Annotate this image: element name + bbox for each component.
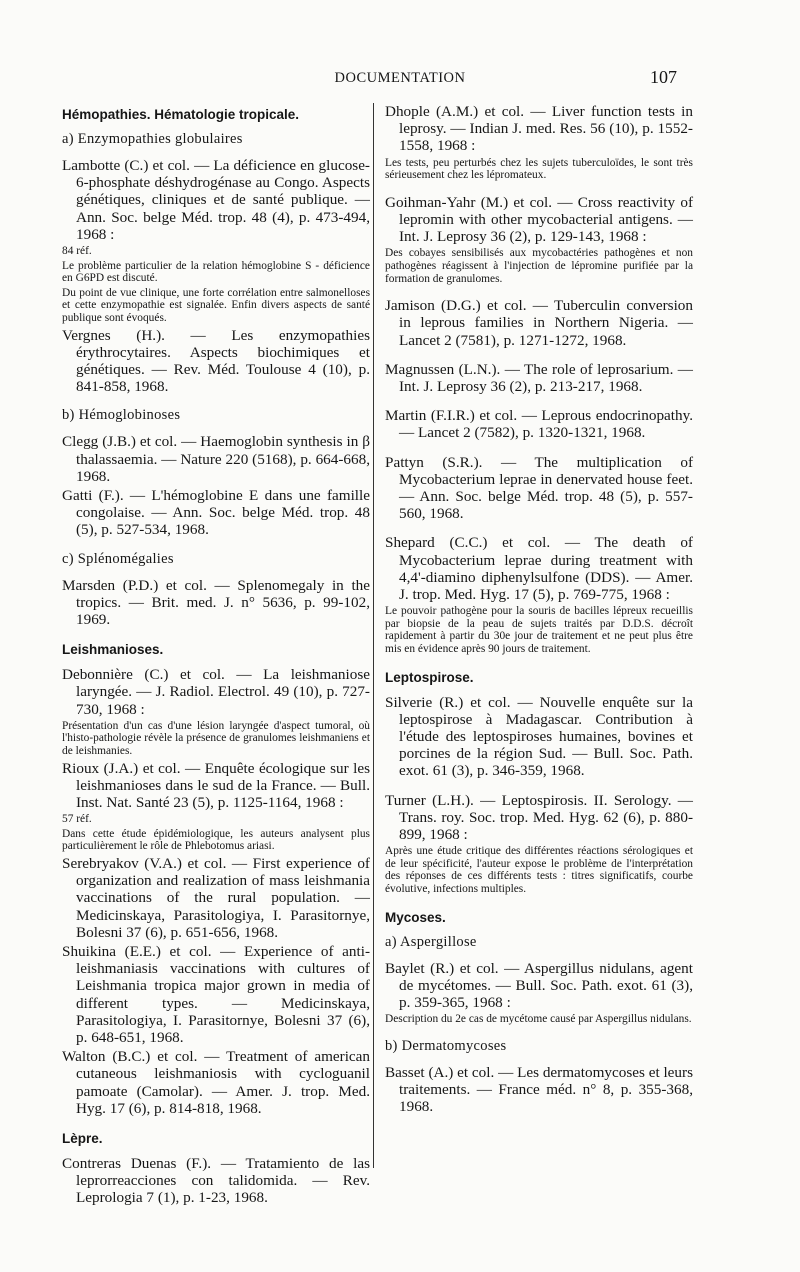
entry-note: Le pouvoir pathogène pour la souris de bacilles lépreux recueillis par biopsie de la peau de sujets traités par D.D.S. décroît rapidement à partir du 30e jour de traitement et ne peut plus être mis en évidence après 90 jours de traitement.: [385, 605, 693, 656]
entry-note: Les tests, peu perturbés chez les sujets tuberculoïdes, le sont très sérieusement chez les lépromateux.: [385, 156, 693, 182]
bibliography-entry: Baylet (R.) et col. — Aspergillus nidulans, agent de mycétomes. — Bull. Soc. Path. exot. 61 (3), p. 359-365, 1968 :: [385, 959, 693, 1012]
bibliography-entry: Serebryakov (V.A.) et col. — First experience of organization and realization of mass leishmania vaccinations of the rural population. — Medicinskaya, Parasitologiya, I. Parasitornye, Bolesni 37 (6), p. 651-656, 1968.: [62, 855, 370, 941]
bibliography-entry: Jamison (D.G.) et col. — Tuberculin conversion in leprous families in Northern Nigeria. — Lancet 2 (7581), p. 1271-1272, 1968.: [385, 297, 693, 349]
running-header: DOCUMENTATION: [334, 70, 466, 86]
bibliography-entry: Lambotte (C.) et col. — La déficience en glucose-6-phosphate déshydrogénase au Congo. Aspects génétiques, cliniques et de santé publique. — Ann. Soc. belge Méd. trop. 48 (4), p. 473-494, 1968 :: [62, 157, 370, 243]
subsection-heading: a) Aspergillose: [385, 933, 477, 950]
column-divider: [373, 103, 374, 1168]
page-number: 107: [650, 67, 677, 87]
subsection-heading: b) Dermatomycoses: [385, 1037, 507, 1054]
subsection-heading: a) Enzymopathies globulaires: [62, 131, 243, 147]
bibliography-entry: Vergnes (H.). — Les enzymopathies érythrocytaires. Aspects biochimiques et génétiques. — Rev. Méd. Toulouse 4 (10), p. 841-858, 1968.: [62, 326, 370, 396]
entry-note: Description du 2e cas de mycétome causé par Aspergillus nidulans.: [385, 1013, 692, 1026]
bibliography-entry: Shuikina (E.E.) et col. — Experience of anti-leishmaniasis vaccinations with cultures of Leishmania tropica major grown in media of different types. — Medicinskaya, Parasitologiya, I. Parasitornye, Bolesni 37 (6), p. 648-651, 1968.: [62, 943, 370, 1047]
bibliography-entry: Debonnière (C.) et col. — La leishmaniose laryngée. — J. Radiol. Electrol. 49 (10), p. 727-730, 1968 :: [62, 666, 370, 718]
entry-note: 84 réf.: [62, 245, 92, 258]
bibliography-entry: Pattyn (S.R.). — The multiplication of Mycobacterium leprae in denervated house feet. — Ann. Soc. belge Méd. trop. 48 (5), p. 557-560, 1968.: [385, 453, 693, 523]
entry-note: Du point de vue clinique, une forte corrélation entre salmonelloses et cette enzymopathie est signalée. Enfin divers aspects de santé publique sont évoqués.: [62, 286, 370, 324]
bibliography-entry: Clegg (J.B.) et col. — Haemoglobin synthesis in β thalassaemia. — Nature 220 (5168), p. 664-668, 1968.: [62, 433, 370, 485]
bibliography-entry: Magnussen (L.N.). — The role of leprosarium. — Int. J. Leprosy 36 (2), p. 213-217, 1968.: [385, 360, 693, 395]
section-heading: Mycoses.: [385, 909, 446, 925]
section-heading: Leishmanioses.: [62, 642, 164, 658]
bibliography-entry: Basset (A.) et col. — Les dermatomycoses et leurs traitements. — France méd. n° 8, p. 355-368, 1968.: [385, 1063, 693, 1116]
bibliography-entry: Walton (B.C.) et col. — Treatment of american cutaneous leishmaniosis with cycloguanil pamoate (Camolar). — Amer. J. trop. Med. Hyg. 17 (6), p. 814-818, 1968.: [62, 1048, 370, 1117]
section-heading: Leptospirose.: [385, 669, 474, 685]
entry-note: Présentation d'un cas d'une lésion laryngée d'aspect tumoral, où l'histo-pathologie révèle la présence de granulomes leishmaniens et de leishmanies.: [62, 719, 370, 758]
section-heading: Lèpre.: [62, 1131, 103, 1147]
right-column: [385, 103, 693, 1117]
bibliography-entry: Martin (F.I.R.) et col. — Leprous endocrinopathy. — Lancet 2 (7582), p. 1320-1321, 1968.: [385, 407, 693, 442]
bibliography-entry: Turner (L.H.). — Leptospirosis. II. Serology. — Trans. roy. Soc. trop. Med. Hyg. 62 (6), p. 880-899, 1968 :: [385, 791, 693, 844]
entry-note: Des cobayes sensibilisés aux mycobactéries pathogènes et non pathogènes réagissent à l'injection de lépromine purifiée par la formation de granulomes.: [385, 247, 693, 285]
subsection-heading: c) Splénomégalies: [62, 550, 174, 567]
bibliography-entry: Gatti (F.). — L'hémoglobine E dans une famille congolaise. — Ann. Soc. belge Méd. trop. 48 (5), p. 527-534, 1968.: [62, 487, 370, 539]
left-column: [62, 103, 370, 1209]
bibliography-entry: Goihman-Yahr (M.) et col. — Cross reactivity of lepromin with other mycobacterial antigens. — Int. J. Leprosy 36 (2), p. 129-143, 1968 :: [385, 193, 693, 246]
subsection-heading: b) Hémoglobinoses: [62, 407, 181, 424]
entry-note: 57 réf.: [62, 813, 92, 826]
entry-note: Dans cette étude épidémiologique, les auteurs analysent plus particulièrement le rôle de Phlebotomus ariasi.: [62, 827, 370, 853]
bibliography-entry: Silverie (R.) et col. — Nouvelle enquête sur la leptospirose à Madagascar. Contribution à l'étude des leptospiroses humaines, bovines et porcines de la région Sud. — Bull. Soc. Path. exot. 61 (3), p. 346-359, 1968.: [385, 693, 693, 780]
bibliography-entry: Contreras Duenas (F.). — Tratamiento de las leprorreacciones con talidomida. — Rev. Leprologia 7 (1), p. 1-23, 1968.: [62, 1155, 370, 1207]
section-heading: Hémopathies. Hématologie tropicale.: [62, 107, 300, 122]
entry-note: Après une étude critique des différentes réactions sérologiques et de leur spécificité, l'auteur expose le problème de l'interprétation des réponses de ces différents tests : titres significatifs, courbe évolutive, infections multiples.: [385, 845, 693, 896]
bibliography-entry: Marsden (P.D.) et col. — Splenomegaly in the tropics. — Brit. med. J. n° 5636, p. 99-102, 1969.: [62, 576, 370, 629]
bibliography-entry: Rioux (J.A.) et col. — Enquête écologique sur les leishmanioses dans le sud de la France. — Bull. Inst. Nat. Santé 23 (5), p. 1125-1164, 1968 :: [62, 759, 370, 812]
bibliography-entry: Shepard (C.C.) et col. — The death of Mycobacterium leprae during treatment with 4,4'-diamino diphenylsulfone (DDS). — Amer. J. trop. Med. Hyg. 17 (5), p. 769-775, 1968 :: [385, 534, 693, 604]
bibliography-entry: Dhople (A.M.) et col. — Liver function tests in leprosy. — Indian J. med. Res. 56 (10), p. 1552-1558, 1968 :: [385, 103, 693, 155]
entry-note: Le problème particulier de la relation hémoglobine S - déficience en G6PD est discuté.: [62, 259, 370, 285]
